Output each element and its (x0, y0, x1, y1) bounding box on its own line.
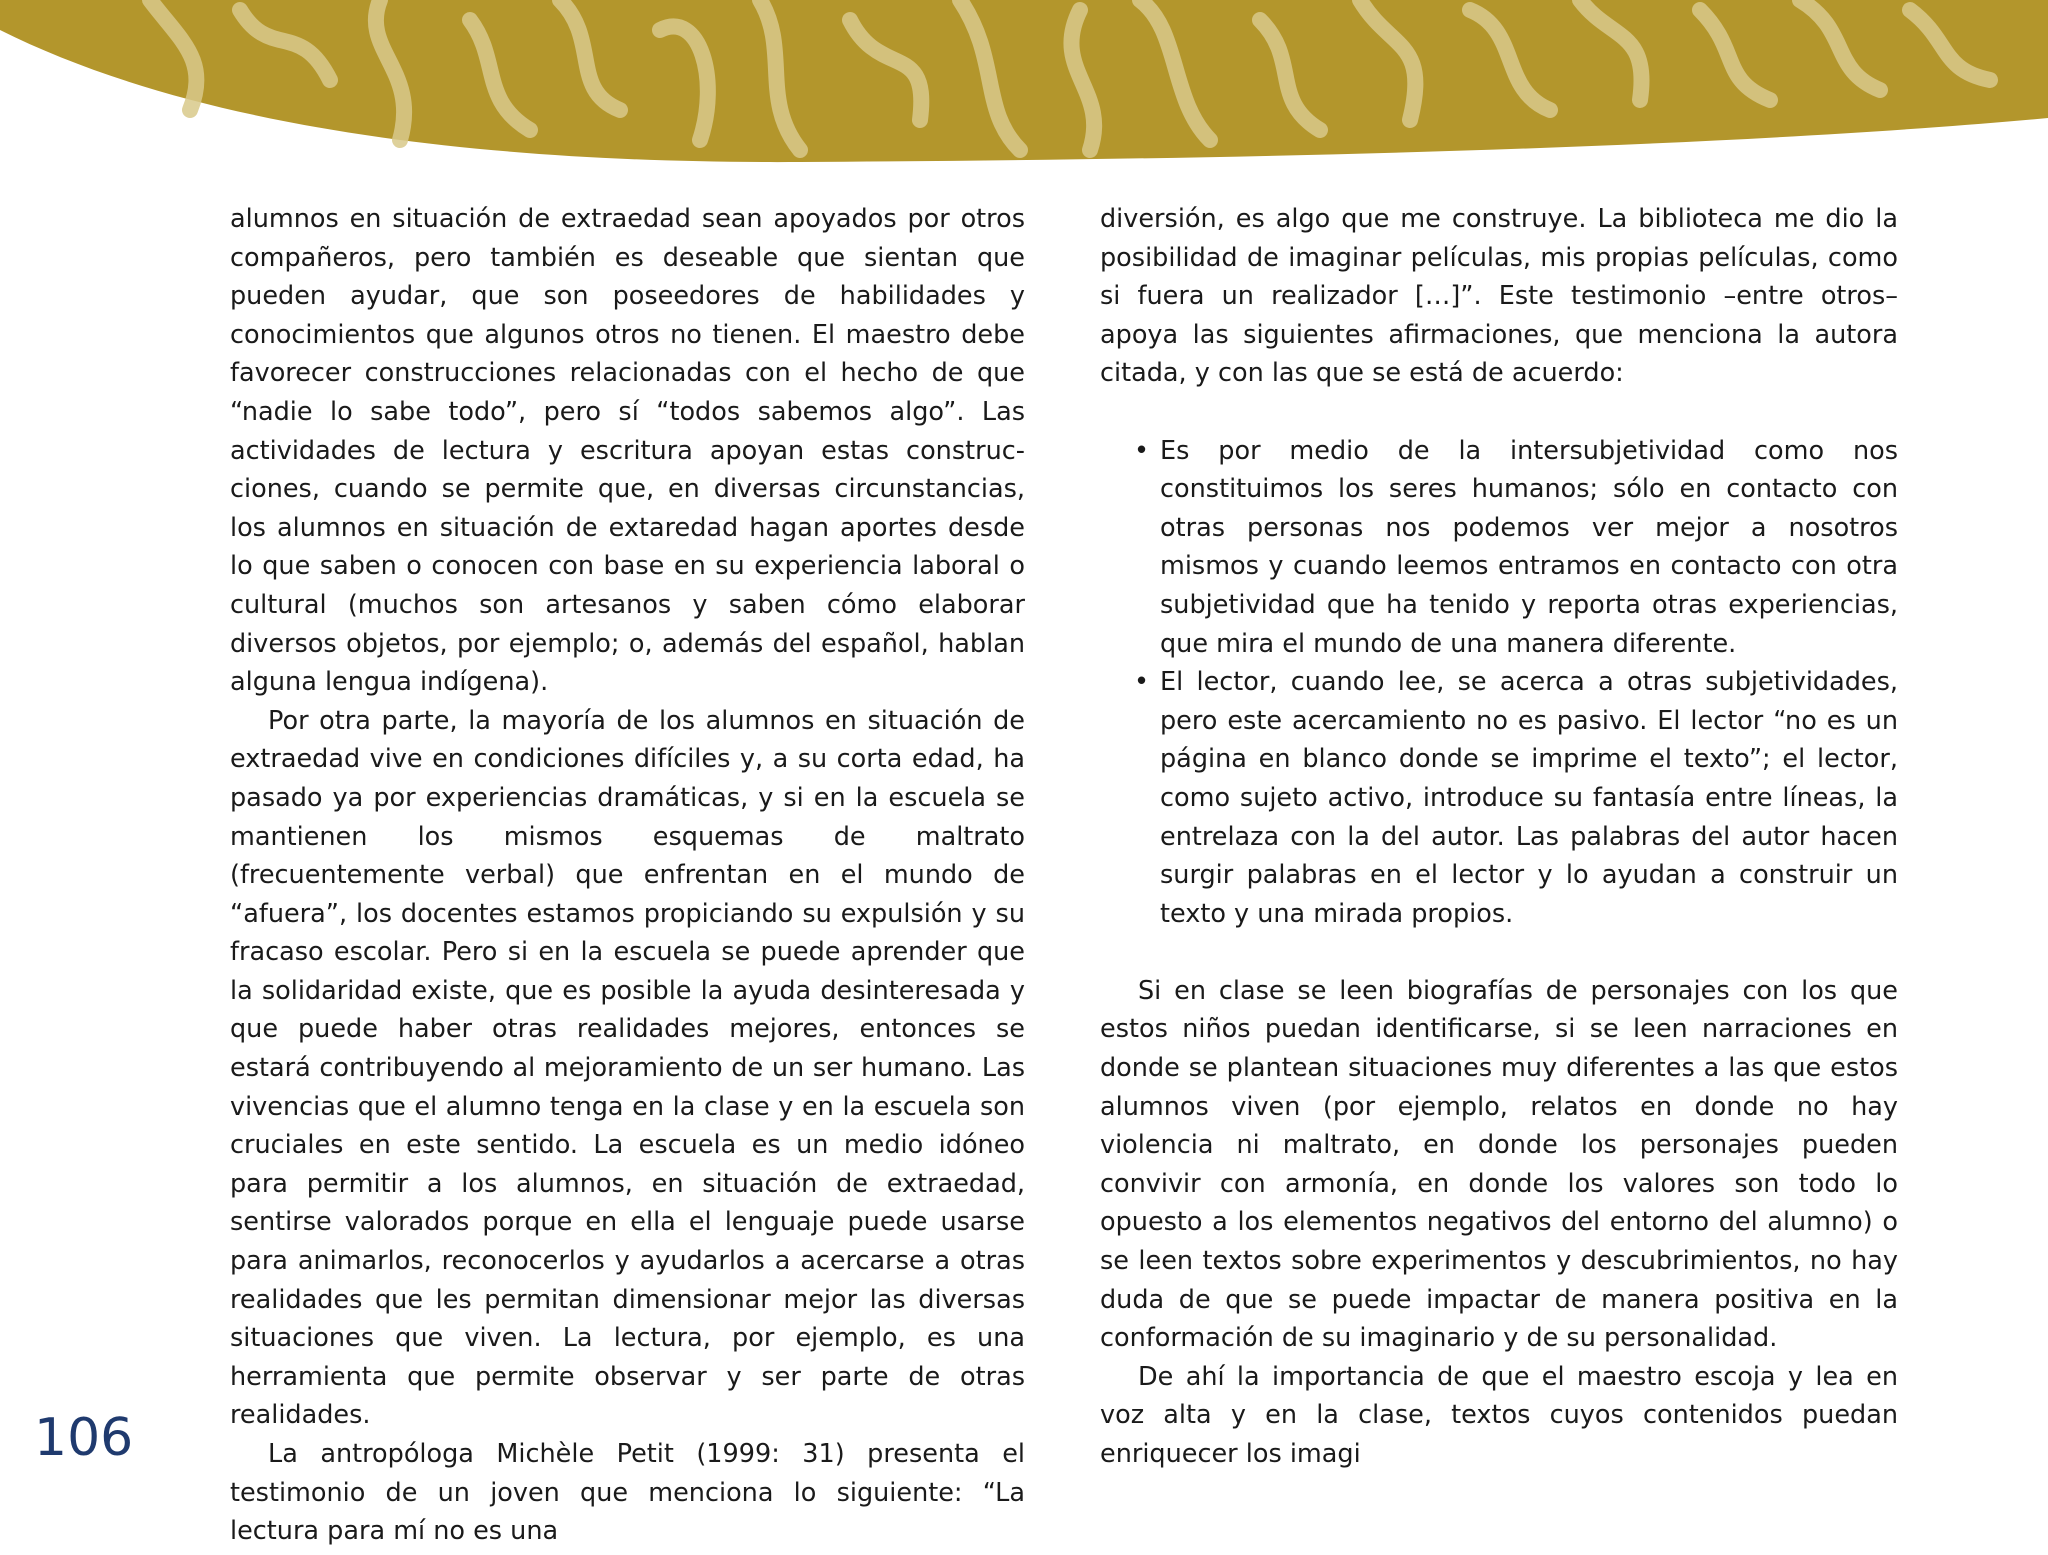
decorative-banner (0, 0, 2048, 175)
spacer (1100, 933, 1898, 972)
bullet-list (1100, 432, 1898, 934)
right-column (1100, 200, 1898, 1474)
page-number: 106 (34, 1408, 134, 1468)
bullet-item (1134, 432, 1898, 664)
left-column (230, 200, 1025, 1551)
paragraph: Si en clase se leen biografías de personajes con los que estos niños puedan identificarse, si se leen narraciones en donde se plantean situaciones muy diferentes a las que estos alumnos viven (por ejemplo, relatos en donde no hay violencia ni maltrato, en donde los personajes pueden convivir con armonía, en donde los valores son todo lo opuesto a los elementos negativos del entorno del alumno) o se leen textos sobre experimentos y descubrimientos, no hay duda de que se puede impactar de manera positiva en la conformación de su imaginario y de su personalidad. (1100, 975, 1898, 1354)
spacer (1100, 393, 1898, 432)
paragraph: Por otra parte, la mayoría de los alumnos en situación de extraedad vive en condiciones difíciles y, a su corta edad, ha pasado ya por experiencias dramáticas, y si en la escuela se mantienen los mismos esquemas de maltrato (frecuentemente verbal) que enfrentan en el mundo de “afuera”, los docentes estamos propiciando su expulsión y su fracaso escolar. Pero si en la escuela se puede aprender que la solidaridad existe, que es posible la ayuda desinteresada y que puede haber otras realidades mejores, entonces se estará contribuyendo al mejoramiento de un ser humano. Las vivencias que el alumno tenga en la clase y en la escuela son cruciales en este sentido. La escuela es un medio idóneo para permitir a los alumnos, en situación de extraedad, sentirse valorados porque en ella el lenguaje puede usarse para animarlos, reconocerlos y ayudarlos a acercarse a otras realidades que les permitan dimensionar mejor las diversas situaciones que viven. La lectura, por ejemplo, es una herramienta que permite observar y ser parte de otras realidades. (230, 705, 1025, 1431)
bullet-text: Es por medio de la intersubjetividad como nos constituimos los seres humanos; sólo en contacto con otras personas nos podemos ver mejor a nosotros mismos y cuando leemos entramos en contacto con otra subjetividad que ha tenido y reporta otras experiencias, que mira el mundo de una manera diferente. (1160, 435, 1898, 659)
paragraph: diversión, es algo que me construye. La biblioteca me dio la posibilidad de imaginar películas, mis propias películas, como si fuera un realizador […]”. Este testimonio –entre otros– apoya las siguientes afirmaciones, que menciona la autora citada, y con las que se está de acuerdo: (1100, 204, 1898, 389)
bullet-icon: • (1134, 435, 1150, 466)
bullet-icon: • (1134, 667, 1150, 698)
bullet-text: El lector, cuando lee, se acerca a otras subjetividades, pero este acercamiento no es pasivo. El lector “no es un página en blanco donde se imprime el texto”; el lector, como sujeto activo, introduce su fantasía entre líneas, la entrelaza con la del autor. Las palabras del autor hacen surgir palabras en el lector y lo ayudan a construir un texto y una mirada propios. (1160, 667, 1898, 929)
bullet-item (1134, 663, 1898, 933)
paragraph: La antropóloga Michèle Petit (1999: 31) presenta el testimonio de un joven que menciona lo siguiente: “La lectura para mí no es una (230, 1439, 1025, 1547)
paragraph: alumnos en situación de extraedad sean apoyados por otros compañeros, pero también es deseable que sientan que pueden ayudar, que son poseedores de habilidades y conocimientos que algunos otros no tienen. El maestro debe favorecer construcciones relacionadas con el hecho de que “nadie lo sabe todo”, pero sí “todos sabemos algo”. Las actividades de lectura y escritura apoyan estas construcciones, cuando se permite que, en diversas circunstancias, los alumnos en situación de extaredad hagan aportes desde lo que saben o conocen con base en su experiencia laboral o cultural (muchos son artesanos y saben cómo elaborar diversos objetos, por ejemplo; o, además del español, hablan alguna lengua indígena). (230, 204, 1025, 698)
paragraph: De ahí la importancia de que el maestro escoja y lea en voz alta y en la clase, textos cuyos contenidos puedan enriquecer los imagi (1100, 1361, 1898, 1469)
